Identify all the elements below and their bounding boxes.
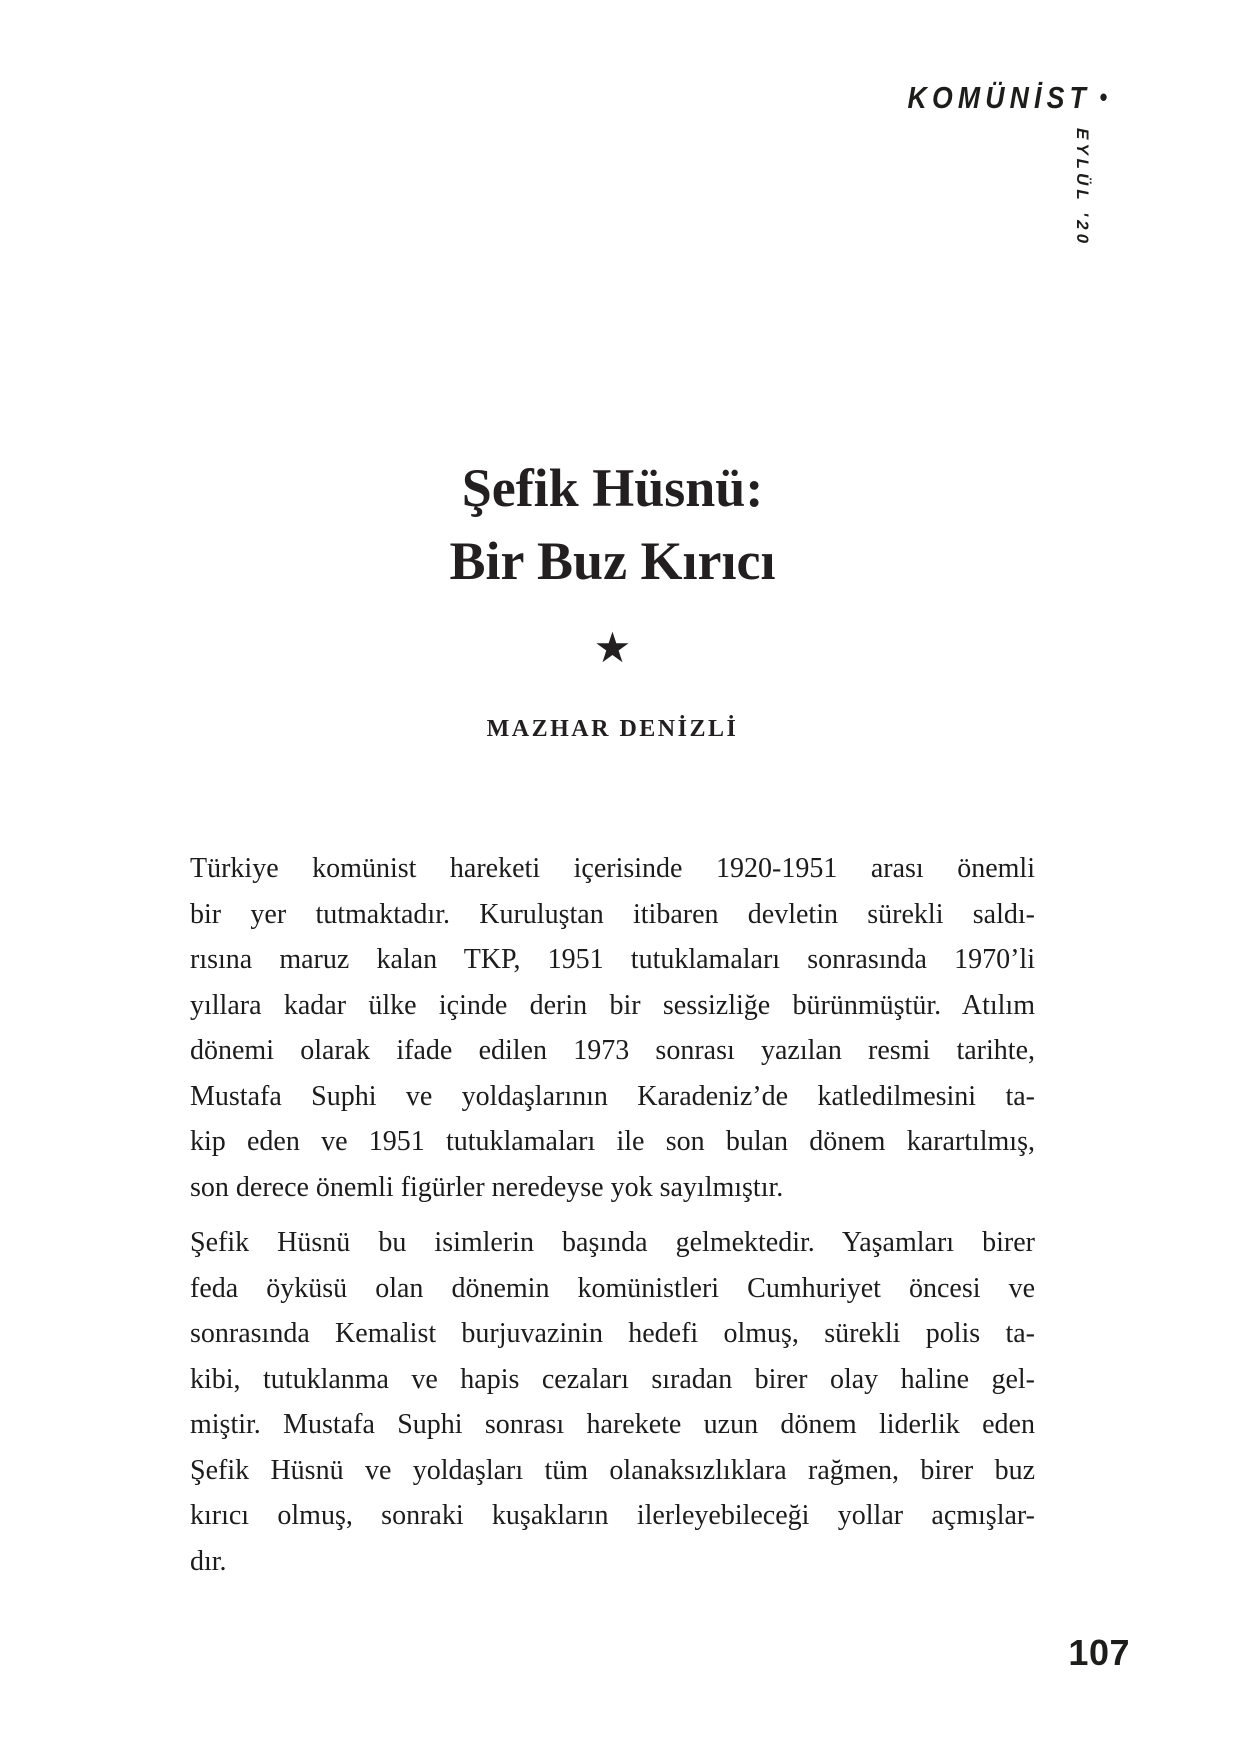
text-line: sonrasında Kemalist burjuvazinin hedefi olmuş, sürekli polis ta- [190, 1318, 1035, 1349]
article-body [190, 846, 1035, 1584]
text-line: dır. [190, 1545, 227, 1577]
text-line: Şefik Hüsnü bu isimlerin başında gelmektedir. Yaşamları birer [190, 1227, 1035, 1258]
article-title-line-1: Şefik Hüsnü: [461, 458, 764, 518]
paragraph [190, 1220, 1035, 1584]
text-line: kırıcı olmuş, sonraki kuşakların ilerleyebileceği yollar açmışlar- [190, 1500, 1035, 1531]
text-line: yıllara kadar ülke içinde derin bir sessizliğe bürünmüştür. Atılım [190, 989, 1035, 1021]
text-line: dönemi olarak ifade edilen 1973 sonrası yazılan resmi tarihte, [190, 1035, 1035, 1066]
paragraph [190, 846, 1035, 1210]
journal-name: KOMÜNİST [907, 80, 1091, 115]
text-line: son derece önemli figürler neredeyse yok sayılmıştır. [190, 1171, 784, 1203]
issue-date: EYLÜL '20 [1073, 128, 1092, 248]
author-name: MAZHAR DENİZLİ [486, 716, 739, 742]
page-number: 107 [1068, 1632, 1130, 1673]
text-line: Türkiye komünist hareketi içerisinde 1920-1951 arası önemli [190, 853, 1035, 884]
text-line: bir yer tutmaktadır. Kuruluştan itibaren devletin sürekli saldı- [190, 898, 1035, 930]
text-line: kip eden ve 1951 tutuklamaları ile son bulan dönem karartılmış, [190, 1126, 1035, 1157]
text-line: kibi, tutuklanma ve hapis cezaları sıradan birer olay haline gel- [190, 1363, 1035, 1395]
journal-header [907, 80, 1107, 116]
text-line: rısına maruz kalan TKP, 1951 tutuklamaları sonrasında 1970’li [190, 944, 1035, 975]
star-divider-icon: ★ [593, 626, 632, 672]
text-line: feda öyküsü olan dönemin komünistleri Cumhuriyet öncesi ve [190, 1272, 1035, 1304]
text-line: miştir. Mustafa Suphi sonrası harekete uzun dönem liderlik eden [190, 1409, 1035, 1440]
text-line: Şefik Hüsnü ve yoldaşları tüm olanaksızlıklara rağmen, birer buz [190, 1454, 1035, 1486]
text-line: Mustafa Suphi ve yoldaşlarının Karadeniz’de katledilmesini ta- [190, 1080, 1035, 1112]
article-title [190, 452, 1035, 598]
article-title-line-2: Bir Buz Kırıcı [449, 531, 776, 591]
bullet-separator-icon: • [1099, 82, 1107, 112]
